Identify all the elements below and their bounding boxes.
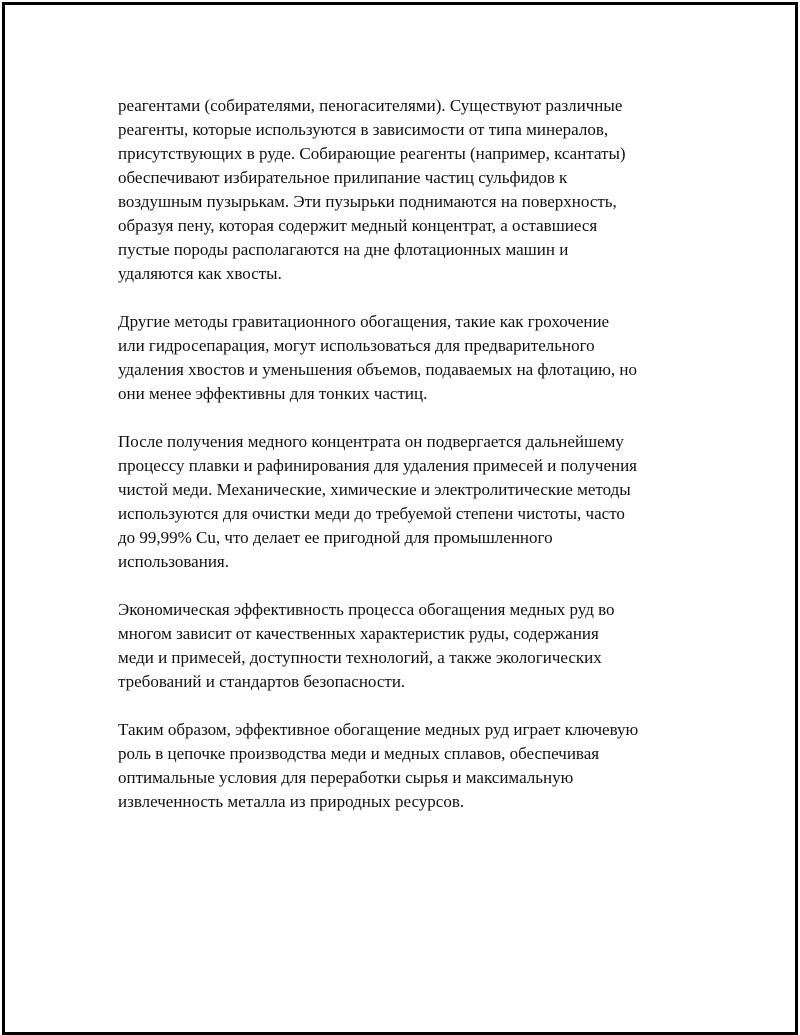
text-line: присутствующих в руде. Собирающие реагенты (например, ксантаты) [118,144,626,163]
text-line: роль в цепочке производства меди и медных сплавов, обеспечивая [118,744,600,763]
text-line: процессу плавки и рафинирования для удаления примесей и получения [118,456,638,475]
text-line: реагентами (собирателями, пеногасителями). Существуют различные [118,96,623,115]
document-body [118,94,698,838]
text-line: меди и примесей, доступности технологий, а также экологических [118,648,602,667]
text-line: извлеченность металла из природных ресурсов. [118,792,465,811]
text-line: Другие методы гравитационного обогащения, такие как грохочение [118,312,610,331]
text-line: используются для очистки меди до требуемой степени чистоты, часто [118,504,625,523]
paragraph-economic-efficiency [118,598,698,694]
paragraph-conclusion [118,718,698,814]
text-line: многом зависит от качественных характеристик руды, содержания [118,624,599,643]
paragraph-flotation-reagents [118,94,698,286]
text-line: воздушным пузырькам. Эти пузырьки поднимаются на поверхность, [118,192,617,211]
text-line: или гидросепарация, могут использоваться для предварительного [118,336,595,355]
text-line: реагенты, которые используются в зависимости от типа минералов, [118,120,609,139]
text-line: пустые породы располагаются на дне флотационных машин и [118,240,569,259]
text-line: они менее эффективны для тонких частиц. [118,384,428,403]
text-line: до 99,99% Cu, что делает ее пригодной для промышленного [118,528,553,547]
text-line: После получения медного концентрата он подвергается дальнейшему [118,432,624,451]
text-line: оптимальные условия для переработки сырья и максимальную [118,768,574,787]
text-line: Экономическая эффективность процесса обогащения медных руд во [118,600,615,619]
text-line: чистой меди. Механические, химические и электролитические методы [118,480,631,499]
text-line: использования. [118,552,229,571]
paragraph-smelting-refining [118,430,698,574]
text-line: обеспечивают избирательное прилипание частиц сульфидов к [118,168,568,187]
paragraph-gravity-methods [118,310,698,406]
text-line: требований и стандартов безопасности. [118,672,406,691]
text-line: образуя пену, которая содержит медный концентрат, а оставшиеся [118,216,598,235]
text-line: Таким образом, эффективное обогащение медных руд играет ключевую [118,720,639,739]
text-line: удаляются как хвосты. [118,264,282,283]
text-line: удаления хвостов и уменьшения объемов, подаваемых на флотацию, но [118,360,637,379]
